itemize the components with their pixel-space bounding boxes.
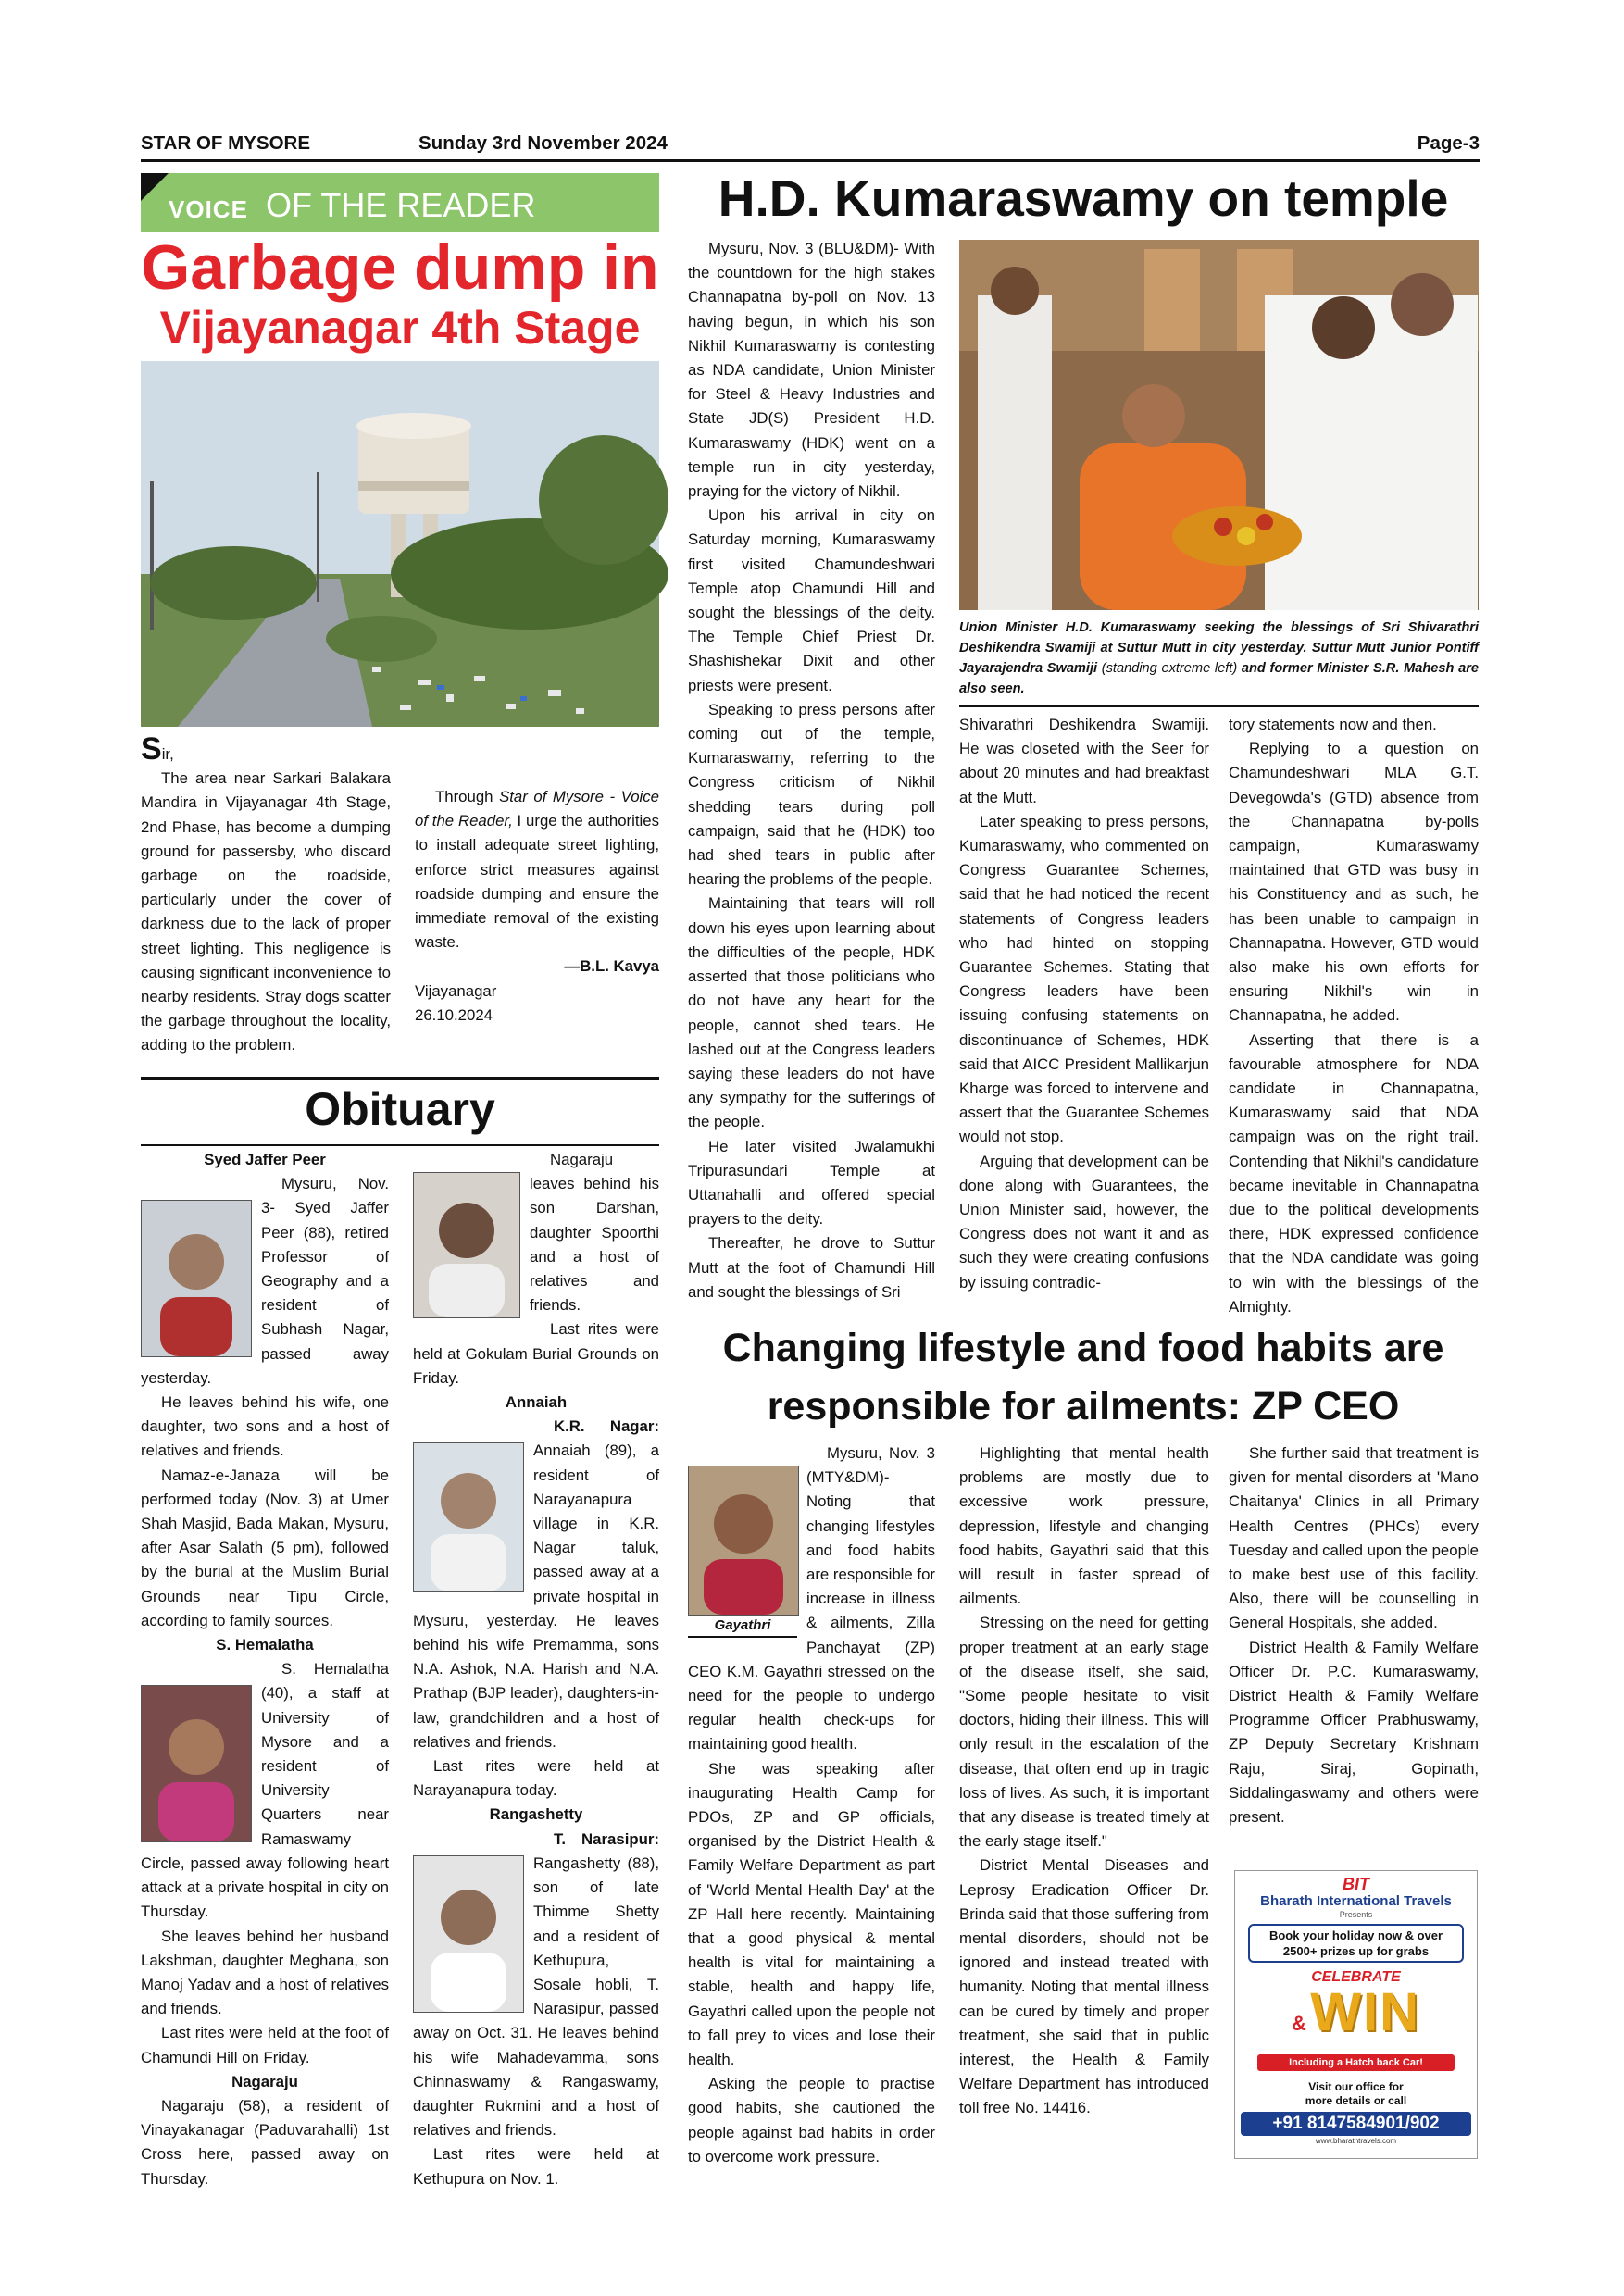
obituary-col-2 <box>413 1148 659 2188</box>
obit-nagaraju-p2: Nagaraju leaves behind his son Darshan, daughter Spoorthi and a host of relatives and friends. <box>530 1151 659 1315</box>
hdk-photo <box>959 240 1479 610</box>
ad-web[interactable]: www.bharathtravels.com <box>1315 2137 1397 2145</box>
ad-company: Bharath International Travels <box>1260 1893 1452 1909</box>
obituary-col-1 <box>141 1148 389 2188</box>
hdk-c1-p6: Thereafter, he drove to Suttur Mutt at the foot of Chamundi Hill and sought the blessings of Sri <box>688 1234 935 1301</box>
obit-syed-p3: Namaz-e-Janaza will be performed today (Nov. 3) at Umer Shah Masjid, Bada Makan, Mysuru, after Asar Salath (5 pm), followed by the burial at the Muslim Burial Grounds near Tipu Circle, according to family sources. <box>141 1466 389 1629</box>
zp-photo-block <box>688 1466 797 1638</box>
zp-c1-p1: Mysuru, Nov. 3 (MTY&DM)- Noting that changing lifestyles and food habits are responsible for increase in illness & ailments, Zilla Panchayat (ZP) CEO K.M. Gayathri stressed on the need for the people to undergo regular health check-ups for maintaining good health. <box>688 1444 935 1753</box>
zp-col-3 <box>1229 1441 1479 1829</box>
ad-phone[interactable]: +91 8147584901/902 <box>1241 2112 1471 2136</box>
zp-col-1 <box>688 1441 935 2165</box>
hdk-c1-p4: Maintaining that tears will roll down his eyes upon learning about the difficulties of the people, HDK asserted that those politicians who do not have any heart for the people, cannot shed tears. He lashed out at the Congress leaders saying these leaders do not have any sympathy for the sufferings of the people. <box>688 894 935 1131</box>
hdk-c2-p3: Arguing that development can be done along with Guarantees, the Union Minister said, however, the Congress does not want it and as such they were creating confusions by issuing contradic- <box>959 1152 1209 1292</box>
obit-nagaraju-p1: Nagaraju (58), a resident of Vinayakanagar (Paduvarahalli) 1st Cross here, passed away on Thursday. <box>141 2096 389 2188</box>
obit-hemalatha-p1: S. Hemalatha (40), a staff at University of Mysore and a resident of University Quarters near Ramaswamy Circle, passed away following heart attack at a private hospital in city on Thursday. <box>141 1660 389 1921</box>
voice-salutation: Sir, <box>141 731 174 767</box>
ad-win-amp: & <box>1291 2012 1306 2035</box>
obit-photo-rangashetty <box>413 1855 524 2013</box>
voice-banner <box>141 173 659 232</box>
obit-photo-nagaraju <box>413 1172 520 1318</box>
masthead-page: Page-3 <box>1417 132 1480 154</box>
obit-name-rangashetty: Rangashetty <box>489 1805 583 1824</box>
masthead-date: Sunday 3rd November 2024 <box>418 132 668 154</box>
voice-label-small: VOICE <box>169 195 248 223</box>
masthead-rule <box>141 159 1480 162</box>
water-tank-scene <box>141 361 659 727</box>
obit-hemalatha-p2: She leaves behind her husband Lakshman, daughter Meghana, son Manoj Yadav and a host of relatives and friends. <box>141 1927 389 2018</box>
obit-nagaraju-p3: Last rites were held at Gokulam Burial Grounds on Friday. <box>413 1320 659 1387</box>
hdk-c2-p2: Later speaking to press persons, Kumaraswamy, who commented on Congress Guarantee Schemes, said that he had noticed the recent statements of Congress leaders who had hinted on stopping Guarantee Schemes. Stating that Congress leaders have been issuing confusing statements on discontinuance of Schemes, HDK said that AICC President Mallikarjun Kharge was forced to intervene and assert that the Guarantee Schemes would not stop. <box>959 812 1209 1146</box>
zp-headline-2: responsible for ailments: ZP CEO <box>767 1384 1400 1429</box>
obit-rangashetty-p2: Last rites were held at Kethupura on Nov. 1. <box>413 2145 659 2188</box>
voice-headline-2: Vijayanagar 4th Stage <box>159 302 641 354</box>
ad-offer-2: 2500+ prizes up for grabs <box>1282 1944 1430 1958</box>
ad-win-row <box>1235 1982 1477 2053</box>
zp-c2-p2: Stressing on the need for getting proper treatment at an early stage of the disease itself, she said, "Some people hesitate to visit doctors, hiding their illness. This will only result in the escalation of the disease, that often end up in tragic loss of lives. As such, it is important that any disease is treated timely at the early stage itself." <box>959 1614 1209 1851</box>
obit-photo-hemalatha <box>141 1685 252 1842</box>
masthead-paper: STAR OF MYSORE <box>141 132 310 154</box>
obit-name-nagaraju: Nagaraju <box>231 2072 298 2090</box>
ad-visit-2: more details or call <box>1305 2094 1407 2107</box>
hdk-c1-p2: Upon his arrival in city on Saturday morning, Kumaraswamy first visited Chamundeshwari Temple atop Chamundi Hill and sought the blessings of the deity. The Temple Chief Priest Dr. Shashishekar Dixit and other priests were present. <box>688 506 935 694</box>
portrait-icon <box>142 1201 251 1356</box>
hdk-col-2 <box>959 713 1209 1324</box>
hdk-c3-p3: Asserting that there is a favourable atmosphere for NDA candidate in Channapatna, Kumaraswamy said that NDA campaign was on the right trail. Contending that Nikhil's candidature became inevitable in Channapatna due to the political developments there, HDK expressed confidence that the NDA candidate was going to win with the blessings of the Almighty. <box>1229 1030 1479 1316</box>
hdk-col-1 <box>688 237 935 1320</box>
voice-drop-cap: S <box>141 731 162 767</box>
obituary-title: Obituary <box>305 1083 495 1135</box>
ad-offer-1: Book your holiday now & over <box>1268 1928 1443 1942</box>
hdk-c3-p2: Replying to a question on Chamundeshwari MLA G.T. Devegowda's (GTD) absence from the Channapatna by-polls campaign, Kumaraswamy maintained that GTD was busy in his Constituency and as such, he has been unable to campaign in Channapatna. However, GTD would also make his own efforts for ensuring Nikhil's win in Channapatna, he added. <box>1229 740 1479 1025</box>
obit-photo-syed <box>141 1200 252 1357</box>
obit-photo-annaiah <box>413 1442 524 1592</box>
voice-corner <box>141 173 169 201</box>
zp-c3-p1: She further said that treatment is given for mental disorders at 'Mano Chaitanya' Clinics in all Primary Health Centres (PHCs) every Tuesday and called upon the people to make best use of this facility. Also, there will be counselling in General Hospitals, she added. <box>1229 1444 1479 1632</box>
obituary-rule <box>141 1144 659 1146</box>
voice-place: Vijayanagar <box>415 981 497 1000</box>
portrait-icon <box>689 1466 798 1615</box>
hdk-photo-caption: Union Minister H.D. Kumaraswamy seeking the blessings of Sri Shivarathri Deshikendra Swamiji at Suttur Mutt in city yesterday. Suttur Mutt Junior Pontiff Jayarajendra Swamiji (standing extreme left) and former Minister S.R. Mahesh are also seen. <box>959 620 1479 696</box>
zp-c1-p2: She was speaking after inaugurating Health Camp for PDOs, ZP and GP officials, organised by the District Health & Family Welfare Department as part of 'World Mental Health Day' at the ZP Hall here recently. Maintaining that a good physical & mental health is vital for maintaining a stable, health and happy life, Gayathri called upon the people not to fall prey to vices and lose their health. <box>688 1759 935 2069</box>
hdk-col-3 <box>1229 713 1479 1324</box>
obit-syed-p2: He leaves behind his wife, one daughter, two sons and a host of relatives and friends. <box>141 1393 389 1460</box>
portrait-icon <box>414 1443 523 1591</box>
zp-col-2 <box>959 1441 1209 2154</box>
garbage-photo <box>141 361 659 727</box>
hdk-c2-p1: Shivarathri Deshikendra Swamiji. He was closeted with the Seer for about 20 minutes and had breakfast at the Mutt. <box>959 716 1209 806</box>
voice-col-2-text <box>415 785 659 1028</box>
obit-hemalatha-p3: Last rites were held at the foot of Chamundi Hill on Friday. <box>141 2024 389 2066</box>
ad-win: WIN <box>1310 1982 1421 2042</box>
hdk-caption-rule <box>959 705 1479 707</box>
portrait-icon <box>142 1686 251 1841</box>
ad-celebrate: CELEBRATE <box>1311 1969 1401 1985</box>
voice-paragraph-2: Through Star of Mysore - Voice of the Reader, I urge the authorities to install adequate street lighting, enforce strict measures against roadside dumping and ensure the immediate removal of the existing waste. <box>415 788 659 952</box>
zp-photo-caption: Gayathri <box>688 1616 797 1638</box>
portrait-icon <box>414 1173 519 1317</box>
obit-syed-p1: Mysuru, Nov. 3- Syed Jaffer Peer (88), retired Professor of Geography and a resident of Subhash Nagar, passed away yesterday. <box>141 1175 389 1387</box>
ad-prize-banner: Including a Hatch back Car! <box>1257 2054 1455 2071</box>
voice-col-1 <box>141 731 391 1058</box>
obit-annaiah-p2: Last rites were held at Narayanapura today. <box>413 1757 659 1800</box>
zp-photo-gayathri <box>688 1466 799 1616</box>
voice-date: 26.10.2024 <box>415 1005 493 1024</box>
ad-presents: Presents <box>1339 1910 1373 1919</box>
zp-c2-p1: Highlighting that mental health problems are mostly due to excessive work pressure, depression, lifestyle and changing food habits, Gayathri said that this will result in faster spread of ailments. <box>959 1444 1209 1608</box>
hdk-c3-p1: tory statements now and then. <box>1229 716 1437 733</box>
travel-advertisement[interactable] <box>1234 1870 1478 2159</box>
hdk-c1-p3: Speaking to press persons after coming out of the temple, Kumaraswamy, referring to the Congress criticism of Nikhil shedding tears during poll campaign, said that he (HDK) too had shed tears in public after hearing the problems of the people. <box>688 700 935 889</box>
ad-visit-1: Visit our office for <box>1308 2080 1404 2093</box>
portrait-icon <box>414 1856 523 2012</box>
obit-name-hemalatha: S. Hemalatha <box>216 1636 314 1654</box>
voice-headline-1: Garbage dump in <box>141 232 659 303</box>
zp-headline-1: Changing lifestyle and food habits are <box>722 1326 1444 1370</box>
hdk-headline: H.D. Kumaraswamy on temple <box>718 169 1449 227</box>
voice-label-big: OF THE READER <box>266 186 536 224</box>
obit-annaiah-p1: K.R. Nagar: Annaiah (89), a resident of Narayanapura village in K.R. Nagar taluk, passed away at a private hospital in Mysuru, yesterday. He leaves behind his wife Premamma, sons N.A. Ashok, N.A. Harish and N.A. Prathap (BJP leader), daughters-in-law, grandchildren and a host of relatives and friends. <box>413 1417 659 1751</box>
voice-signature: —B.L. Kavya <box>564 957 659 976</box>
ad-offer-box <box>1248 1924 1464 1963</box>
hdk-c1-p1: Mysuru, Nov. 3 (BLU&DM)- With the countdown for the high stakes Channapatna by-poll on Nov. 13 having begun, in which his son Nikhil Kumaraswamy is contesting as NDA candidate, Union Minister for Steel & Heavy Industries and State JD(S) President H.D. Kumaraswamy (HDK) went on a temple run in city yesterday, praying for the victory of Nikhil. <box>688 240 935 501</box>
hdk-c1-p5: He later visited Jwalamukhi Tripurasundari Temple at Uttanahalli and offered special prayers to the deity. <box>688 1137 935 1229</box>
zp-c3-p2: District Health & Family Welfare Officer Dr. P.C. Kumaraswamy, District Health & Family Welfare Programme Officer Prabhuswamy, ZP Deputy Secretary Krishnam Raju, Siraj, Gopinath, Siddalingaswamy and others were present. <box>1229 1638 1479 1827</box>
obit-name-syed: Syed Jaffer Peer <box>204 1151 326 1168</box>
ad-logo: BIT <box>1343 1875 1369 1893</box>
zp-c2-p3: District Mental Diseases and Leprosy Eradication Officer Dr. Brinda said that those suffering from mental disorders, should not be ignored and instead treated with humanity. Noting that mental illness can be cured by timely and proper treatment, she said that in public interest, the Health & Family Welfare Department has introduced toll free No. 14416. <box>959 1856 1209 2117</box>
obit-name-annaiah: Annaiah <box>505 1393 568 1412</box>
zp-c1-p3: Asking the people to practise good habits, she cautioned the people against bad habits in order to overcome work pressure. <box>688 2075 935 2165</box>
obit-rangashetty-p1: T. Narasipur: Rangashetty (88), son of late Thimme Shetty and a resident of Kethupura, Sosale hobli, T. Narasipur, passed away on Oct. 31. He leaves behind his wife Mahadevamma, sons Chinnaswamy & Rangaswamy, daughter Rukmini and a host of relatives and friends. <box>413 1829 659 2140</box>
voice-paragraph-1: The area near Sarkari Balakara Mandira in Vijayanagar 4th Stage, 2nd Phase, has become a dumping ground for passersby, who discard garbage on the roadside, particularly under the cover of darkness due to the lack of proper street lighting. This negligence is causing significant inconvenience to nearby residents. Stray dogs scatter the garbage throughout the locality, adding to the problem. <box>141 769 391 1054</box>
temple-visit-scene <box>959 240 1479 610</box>
